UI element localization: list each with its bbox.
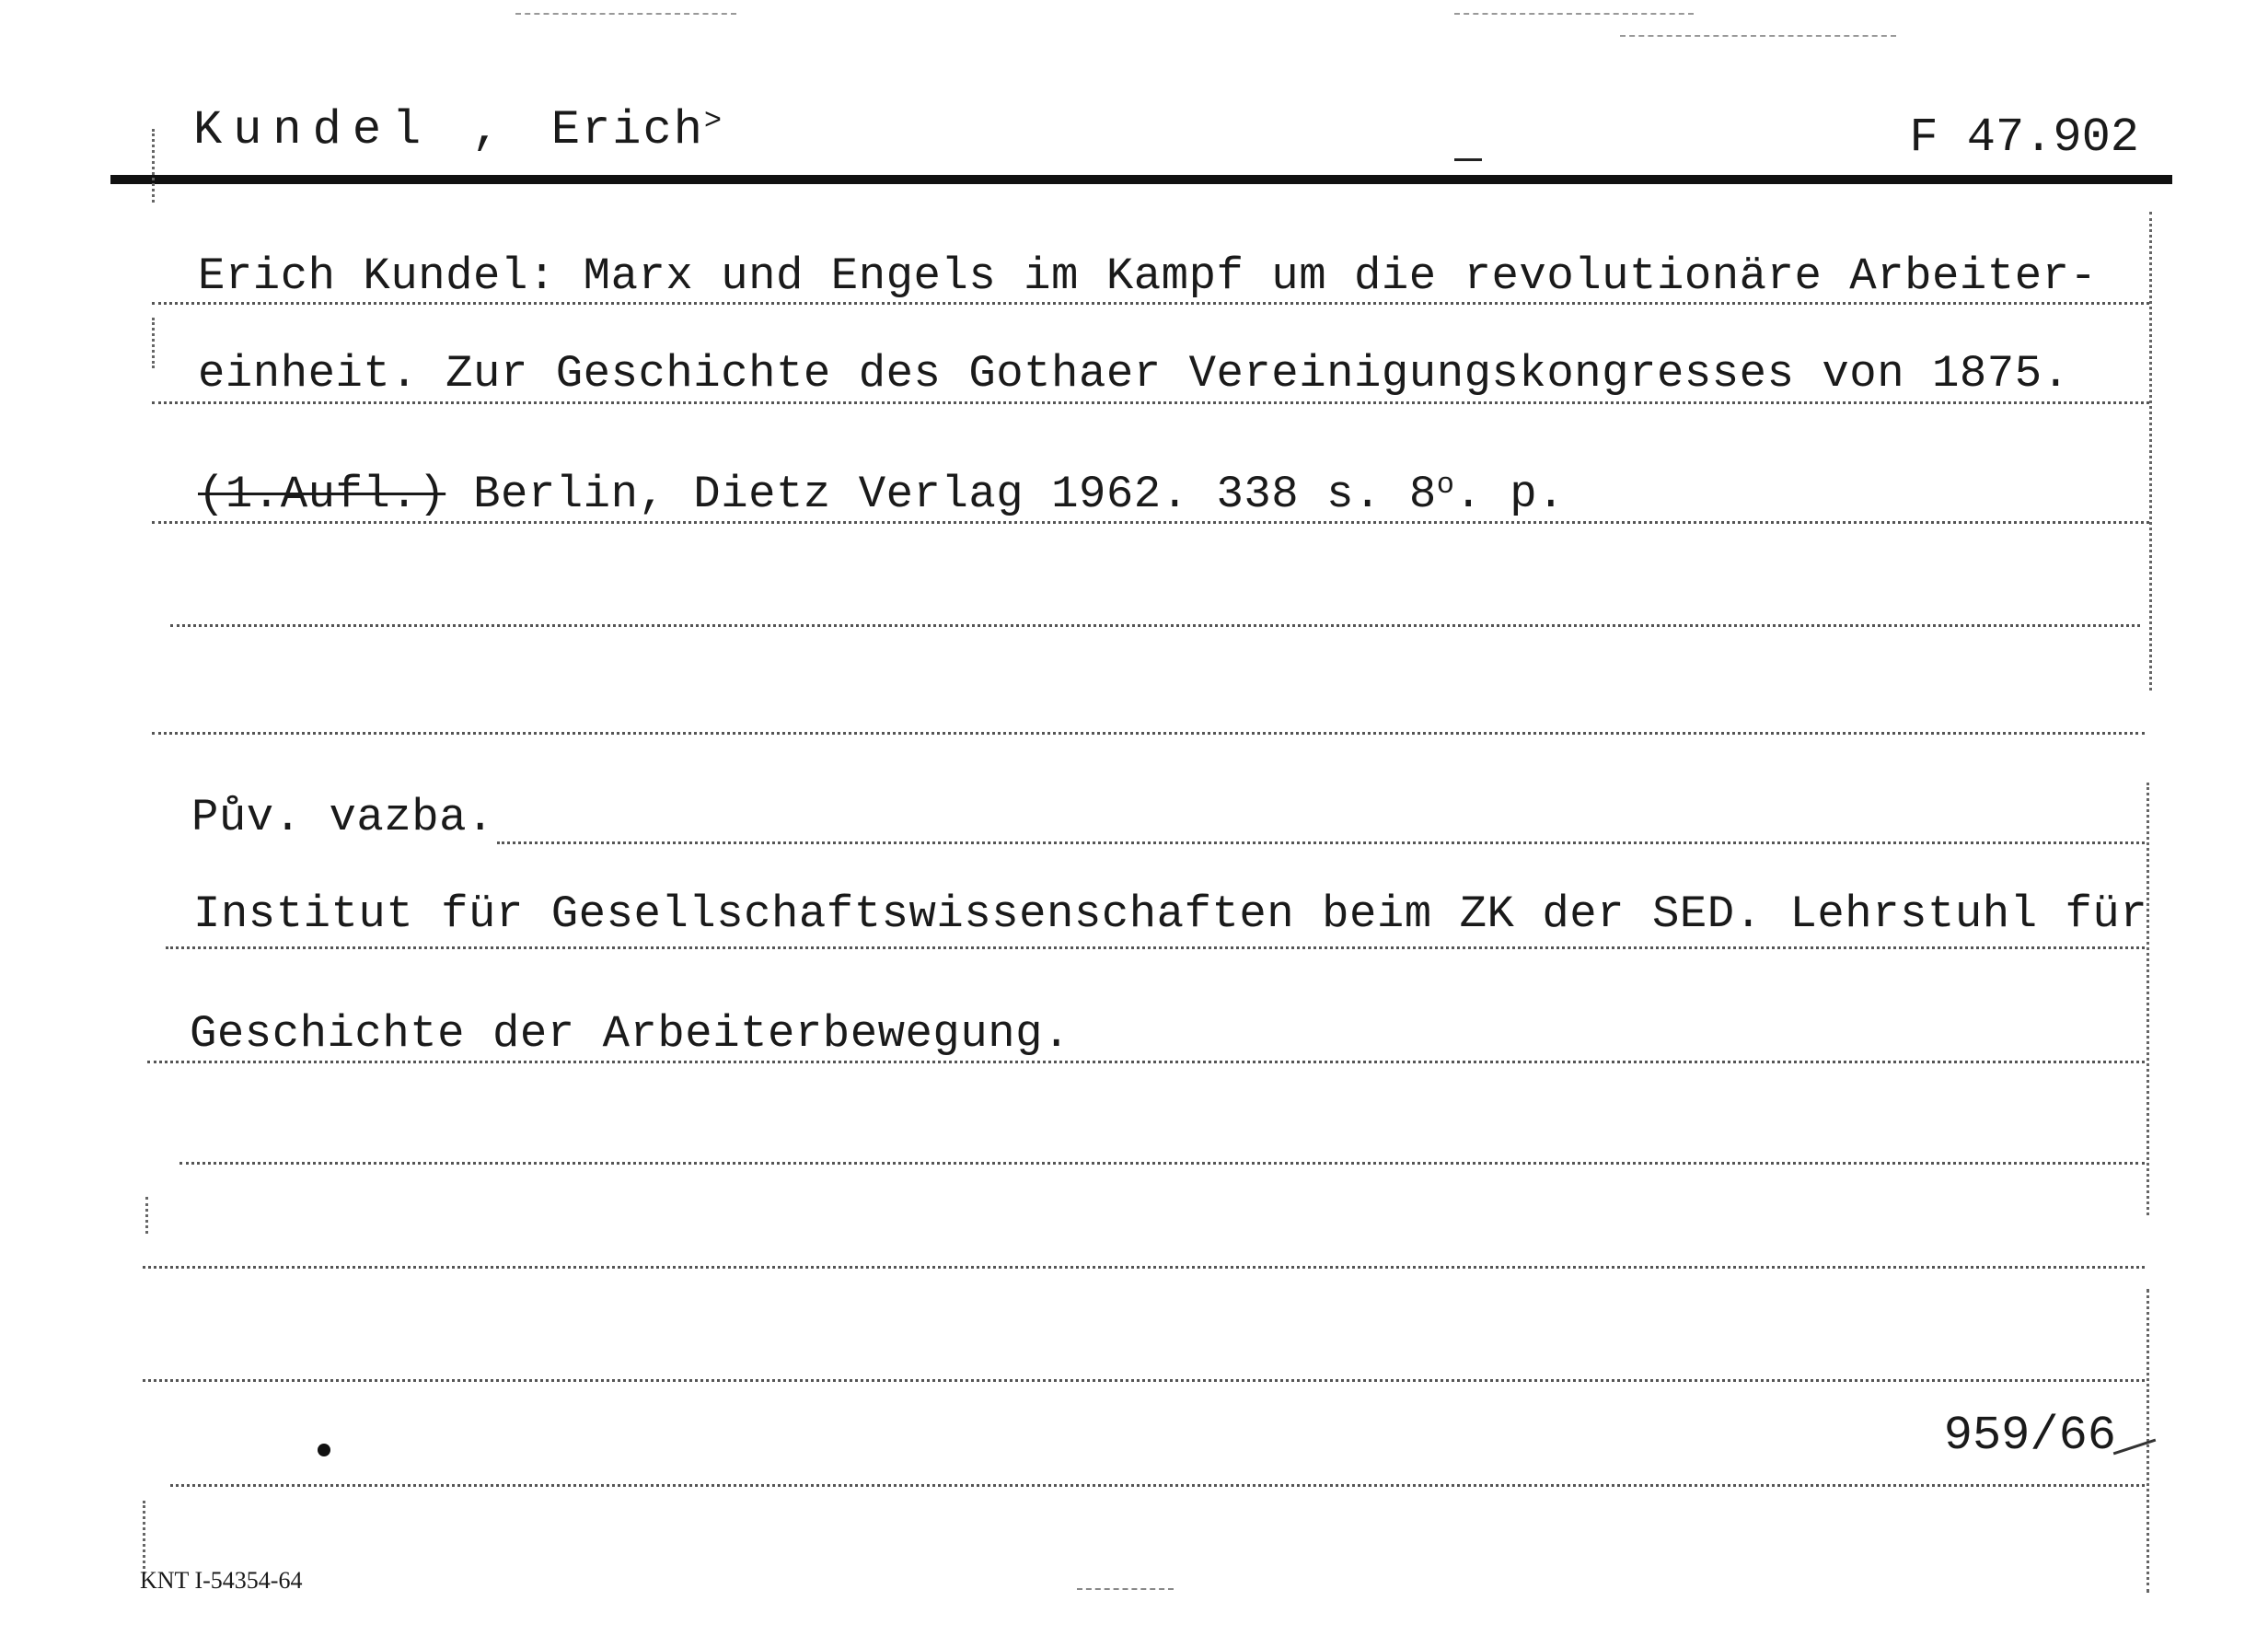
format-degree: o — [1436, 468, 1455, 502]
accession-number: 959/66 — [1943, 1409, 2116, 1463]
shelfmark: F 47.902 — [1909, 110, 2139, 165]
form-code: KNT I-54354-64 — [140, 1567, 303, 1594]
header-rule — [110, 175, 2172, 184]
left-margin-rule — [152, 318, 155, 368]
left-margin-rule — [143, 1501, 145, 1574]
blank-rule — [152, 732, 2145, 735]
left-margin-rule — [152, 129, 155, 203]
provenance-line-1: Institut für Gesellschaftswissenschaften beim ZK der SED. Lehrstuhl für — [193, 888, 2148, 940]
provenance-line-1-rule — [166, 946, 2145, 949]
author-heading: Kundel , Erich> — [193, 103, 734, 157]
imprint-end: . p. — [1454, 468, 1566, 520]
left-margin-rule — [145, 1197, 148, 1234]
ink-dot — [318, 1444, 330, 1456]
entry-line-1-rule — [152, 302, 2149, 305]
binding-note: Pův. vazba. — [191, 792, 494, 843]
imprint: Berlin, Dietz Verlag 1962. 338 s. 8 — [473, 468, 1437, 520]
accession-tick — [2113, 1439, 2157, 1456]
struck-edition: (1.Aufl.) — [198, 468, 446, 520]
entry-line-2: einheit. Zur Geschichte des Gothaer Vereinigungskongresses von 1875. — [198, 348, 2070, 400]
bottom-edge-mark — [1077, 1588, 1174, 1590]
blank-rule — [143, 1266, 2145, 1269]
entry-line-3 — [198, 468, 1565, 520]
blank-rule — [170, 624, 2140, 627]
binding-rule — [497, 841, 2145, 844]
provenance-line-2: Geschichte der Arbeiterbewegung. — [190, 1008, 1070, 1060]
header-tick-mark — [1454, 158, 1482, 161]
right-margin-rule — [2146, 783, 2149, 1215]
bracket-mark: > — [703, 104, 734, 139]
blank-rule — [179, 1162, 2145, 1165]
top-edge-mark — [1454, 13, 1694, 15]
entry-line-2-rule — [152, 401, 2149, 404]
blank-rule — [143, 1379, 2145, 1382]
footer-rule — [170, 1484, 2145, 1487]
top-edge-mark — [515, 13, 736, 15]
top-edge-mark — [1620, 35, 1896, 37]
entry-line-1: Erich Kundel: Marx und Engels im Kampf um die revolutionäre Arbeiter- — [198, 250, 2098, 302]
author-surname: Kundel — [193, 103, 433, 157]
right-margin-rule — [2149, 212, 2152, 690]
entry-line-3-rule — [152, 521, 2149, 524]
author-given-name: Erich — [550, 103, 704, 157]
provenance-line-2-rule — [147, 1061, 2145, 1063]
